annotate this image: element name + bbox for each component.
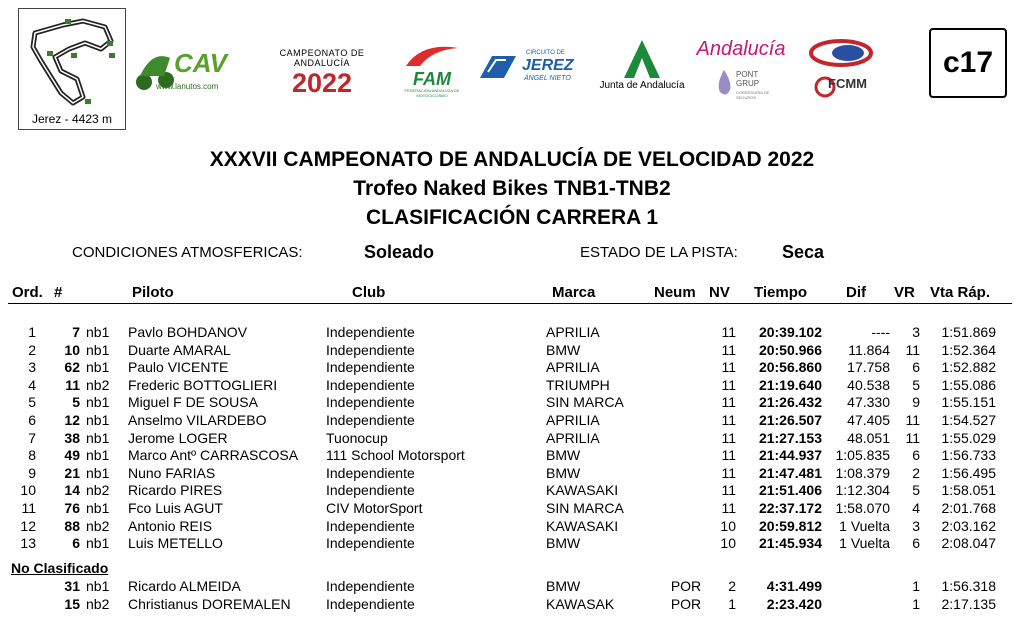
cell-vta: 1:54.527: [941, 412, 996, 428]
cell-ord: 3: [28, 359, 36, 376]
table-row: [0, 535, 1024, 552]
cell-vr: 11: [905, 412, 920, 428]
table-row: [0, 342, 1024, 359]
cell-dif: 47.405: [847, 412, 890, 428]
cell-cat: nb1: [86, 535, 110, 552]
cell-tiempo: 21:26.432: [758, 394, 822, 411]
cell-piloto: Luis METELLO: [128, 535, 223, 552]
cell-ord: 12: [20, 517, 36, 534]
cell-club: Independiente: [326, 464, 415, 481]
cell-dif: 40.538: [847, 376, 890, 393]
cell-cat: nb1: [86, 429, 110, 446]
cell-marca: SIN MARCA: [546, 500, 624, 516]
cell-vta: 1:58.051: [941, 482, 996, 499]
cell-club: Independiente: [326, 578, 415, 594]
cell-club: Independiente: [326, 517, 415, 534]
table-row: [0, 500, 1024, 517]
cell-vr: 2: [912, 464, 920, 481]
cell-piloto: Pavlo BOHDANOV: [128, 324, 248, 340]
cell-club: Independiente: [326, 535, 415, 552]
table-row: [0, 412, 1024, 429]
track-state-label: ESTADO DE LA PISTA:: [580, 244, 738, 261]
cell-club: Tuonocup: [326, 429, 388, 446]
cell-vr: 5: [912, 376, 920, 393]
jerez-circuit-logo: CIRCUITO DE JEREZ ÁNGEL NIETO: [478, 50, 590, 84]
weather-value: Soleado: [364, 242, 435, 262]
col-club: Club: [352, 284, 386, 301]
col-dif: Dif: [846, 284, 866, 301]
cell-vr: 6: [912, 359, 920, 376]
fam-logo: FAM FEDERACIÓN ANDALUZA DE MOTOCICLISMO: [398, 40, 466, 98]
cell-ord: 5: [28, 394, 36, 411]
classification-title: CLASIFICACIÓN CARRERA 1: [365, 206, 659, 229]
cell-num: 15: [64, 596, 80, 612]
cell-vta: 2:17.135: [941, 596, 996, 612]
cell-cat: nb1: [86, 341, 110, 358]
circuit-layout-icon: [25, 13, 119, 109]
cell-ord: 10: [20, 482, 36, 499]
col-vta: Vta Ráp.: [930, 284, 991, 301]
cell-dif: 1:08.379: [835, 464, 890, 481]
cell-cat: nb1: [86, 578, 110, 594]
red-badge-logo: [808, 38, 876, 68]
cell-vta: 1:51.869: [941, 324, 996, 340]
cell-tiempo: 21:26.507: [758, 412, 822, 428]
cell-ord: 9: [28, 464, 36, 481]
track-map: [18, 8, 126, 130]
cell-cat: nb1: [86, 324, 110, 340]
cell-nv: 2: [728, 578, 736, 594]
cell-cat: nb1: [86, 447, 110, 464]
cell-num: 10: [64, 341, 80, 358]
cell-cat: nb1: [86, 359, 110, 376]
cell-marca: BMW: [546, 341, 581, 358]
cell-vta: 1:55.086: [941, 376, 996, 393]
cell-tiempo: 20:56.860: [758, 359, 822, 376]
not-classified-label: No Clasificado: [11, 560, 109, 576]
cell-marca: TRIUMPH: [546, 376, 610, 393]
cell-marca: KAWASAKI: [546, 517, 619, 534]
cell-tiempo: 21:27.153: [758, 429, 822, 446]
cell-tiempo: 21:45.934: [758, 535, 822, 552]
table-row: [0, 359, 1024, 376]
table-row: [0, 482, 1024, 499]
cell-marca: KAWASAKI: [546, 482, 619, 499]
cell-vta: 1:52.882: [941, 359, 996, 376]
fam-swoosh-icon: [402, 40, 462, 70]
cell-marca: BMW: [546, 464, 581, 481]
cell-marca: APRILIA: [546, 359, 600, 376]
cell-marca: KAWASAK: [546, 596, 615, 612]
cell-vr: 11: [905, 429, 920, 446]
track-caption: Jerez - 4423 m: [31, 112, 113, 126]
cell-ord: 7: [28, 429, 36, 446]
cell-vr: 1: [912, 596, 920, 612]
cell-tiempo: 20:39.102: [758, 324, 822, 340]
cell-num: 12: [64, 412, 80, 428]
red-swirl-icon: [808, 38, 874, 68]
cell-ord: 13: [20, 535, 36, 552]
cell-tiempo: 20:59.812: [758, 517, 822, 534]
cell-dif: 17.758: [847, 359, 890, 376]
andalucia-logo: Andalucía: [696, 38, 786, 60]
cell-nv: 1: [728, 596, 736, 612]
cell-marca: BMW: [546, 447, 581, 464]
fcmm-logo: FCMM: [814, 72, 882, 102]
cell-vta: 1:52.364: [941, 341, 996, 358]
cell-club: Independiente: [326, 376, 415, 393]
cell-dif: 1 Vuelta: [839, 535, 890, 552]
cell-num: 5: [72, 394, 80, 411]
cell-club: Independiente: [326, 412, 415, 428]
cell-dif: 11.864: [848, 341, 890, 358]
cell-vta: 2:01.768: [941, 500, 996, 516]
table-row: [0, 430, 1024, 447]
cell-nv: 10: [720, 535, 736, 552]
cell-tiempo: 4:31.499: [766, 578, 822, 594]
cell-piloto: Ricardo ALMEIDA: [128, 578, 241, 594]
cell-num: 7: [72, 324, 80, 340]
cell-piloto: Ricardo PIRES: [128, 482, 223, 499]
document-code: c17: [929, 28, 1007, 98]
cell-ord: 4: [28, 376, 36, 393]
cell-num: 31: [64, 578, 80, 594]
col-piloto: Piloto: [132, 284, 174, 301]
cell-num: 11: [65, 376, 80, 393]
cell-num: 6: [72, 535, 80, 552]
cell-vta: 1:56.318: [941, 578, 996, 594]
cell-vr: 3: [912, 517, 920, 534]
cell-tiempo: 21:47.481: [758, 464, 822, 481]
cell-cat: nb2: [86, 517, 110, 534]
cell-ord: 11: [21, 500, 36, 516]
cell-tiempo: 21:44.937: [758, 447, 822, 464]
cell-cat: nb1: [86, 464, 110, 481]
col-num: #: [54, 284, 63, 301]
cell-club: Independiente: [326, 596, 415, 612]
cell-vta: 2:08.047: [941, 535, 996, 552]
cell-dif: 1:58.070: [835, 500, 890, 516]
championship-title: XXXVII CAMPEONATO DE ANDALUCÍA DE VELOCIDAD 2022: [209, 148, 815, 171]
col-tiempo: Tiempo: [754, 284, 808, 301]
cell-num: 49: [64, 447, 80, 464]
cell-vr: 9: [912, 394, 920, 411]
cell-club: CIV MotorSport: [326, 500, 423, 516]
cell-vta: 1:56.495: [941, 464, 996, 481]
table-row: [0, 465, 1024, 482]
cell-club: Independiente: [326, 324, 415, 340]
cell-ord: 1: [28, 324, 36, 340]
cell-vr: 5: [912, 482, 920, 499]
junta-logo: Junta de Andalucía: [594, 38, 690, 100]
cav-logo: CAV www.lanutos.com: [134, 44, 244, 96]
cell-tiempo: 20:50.966: [758, 341, 822, 358]
cell-tiempo: 21:51.406: [758, 482, 822, 499]
cell-piloto: Marco Antº CARRASCOSA: [128, 447, 299, 464]
cell-marca: APRILIA: [546, 429, 600, 446]
junta-arch-icon: [622, 38, 662, 80]
cell-nv: 11: [721, 500, 736, 516]
cell-club: Independiente: [326, 482, 415, 499]
cell-piloto: Duarte AMARAL: [128, 341, 231, 358]
cell-tiempo: 21:19.640: [758, 376, 822, 393]
cell-piloto: Jerome LOGER: [128, 429, 228, 446]
cell-vta: 2:03.162: [941, 517, 996, 534]
table-row: [0, 377, 1024, 394]
cell-ord: 6: [28, 412, 36, 428]
cell-num: 76: [64, 500, 80, 516]
cell-nv: 11: [721, 376, 736, 393]
cell-vta: 1:56.733: [941, 447, 996, 464]
table-row: [0, 324, 1024, 341]
cell-vr: 11: [905, 341, 920, 358]
cell-ord: 8: [28, 447, 36, 464]
cell-num: 38: [64, 429, 80, 446]
cell-nv: 11: [721, 394, 736, 411]
cell-marca: SIN MARCA: [546, 394, 624, 411]
jerez-flag-icon: [478, 52, 518, 82]
cell-num: 62: [64, 359, 80, 376]
cell-nv: 11: [721, 324, 736, 340]
cell-vr: 4: [912, 500, 920, 516]
cell-dif: 47.330: [847, 394, 890, 411]
cell-marca: APRILIA: [546, 412, 600, 428]
cell-cat: nb1: [86, 412, 110, 428]
table-row: [0, 596, 1024, 613]
cell-dif: 1 Vuelta: [839, 517, 890, 534]
cell-num: 21: [64, 464, 80, 481]
cell-club: Independiente: [326, 359, 415, 376]
cell-cat: nb2: [86, 482, 110, 499]
table-row: [0, 447, 1024, 464]
table-row: [0, 578, 1024, 595]
table-row: [0, 394, 1024, 411]
cell-nv: 11: [721, 412, 736, 428]
cell-cat: nb1: [86, 500, 110, 516]
cell-dif: 48.051: [847, 429, 890, 446]
cell-cat: nb2: [86, 596, 110, 612]
cell-dif: 1:12.304: [835, 482, 890, 499]
trophy-title: Trofeo Naked Bikes TNB1-TNB2: [353, 177, 671, 200]
track-state-value: Seca: [782, 242, 825, 262]
cell-club: Independiente: [326, 341, 415, 358]
cell-vta: 1:55.029: [941, 429, 996, 446]
col-vr: VR: [894, 284, 915, 301]
campeonato-logo: CAMPEONATO DE ANDALUCÍA 2022: [279, 48, 365, 98]
cell-piloto: Frederic BOTTOGLIERI: [128, 376, 278, 393]
cell-tiempo: 2:23.420: [766, 596, 822, 612]
pont-drop-icon: [714, 68, 734, 98]
cell-nv: 11: [721, 447, 736, 464]
pont-grup-logo: PONT GRUP CORREDURÍA DE SEGUROS: [714, 66, 778, 102]
cell-dif: 1:05.835: [835, 447, 890, 464]
cell-marca: BMW: [546, 578, 581, 594]
cell-piloto: Anselmo VILARDEBO: [128, 412, 267, 428]
cell-piloto: Fco Luis AGUT: [128, 500, 223, 516]
cell-vta: 1:55.151: [941, 394, 996, 411]
cell-num: 88: [64, 517, 80, 534]
cell-neum: POR: [670, 596, 702, 612]
cell-nv: 11: [721, 341, 736, 358]
cell-piloto: Christianus DOREMALEN: [128, 596, 291, 612]
cell-piloto: Paulo VICENTE: [128, 359, 229, 376]
cell-vr: 3: [912, 324, 920, 340]
col-neum: Neum: [654, 284, 696, 301]
col-nv: NV: [709, 284, 730, 301]
cell-piloto: Nuno FARIAS: [128, 464, 216, 481]
cell-club: 111 School Motorsport: [326, 447, 465, 464]
cell-piloto: Miguel F DE SOUSA: [128, 394, 258, 411]
cell-dif: ----: [871, 324, 890, 340]
weather-label: CONDICIONES ATMOSFERICAS:: [72, 244, 303, 261]
cell-num: 14: [64, 482, 80, 499]
cell-nv: 10: [720, 517, 736, 534]
cell-marca: BMW: [546, 535, 581, 552]
header-divider: [8, 303, 1012, 304]
col-ord: Ord.: [12, 284, 43, 301]
cell-nv: 11: [721, 429, 736, 446]
table-row: [0, 518, 1024, 535]
cell-marca: APRILIA: [546, 324, 600, 340]
cell-neum: POR: [670, 578, 702, 594]
cell-tiempo: 22:37.172: [758, 500, 822, 516]
cell-cat: nb1: [86, 394, 110, 411]
cell-vr: 6: [912, 447, 920, 464]
col-marca: Marca: [552, 284, 596, 301]
cell-vr: 6: [912, 535, 920, 552]
cell-cat: nb2: [86, 376, 110, 393]
cell-ord: 2: [28, 341, 36, 358]
cell-club: Independiente: [326, 394, 415, 411]
cell-nv: 11: [721, 482, 736, 499]
cell-nv: 11: [721, 359, 736, 376]
cell-piloto: Antonio REIS: [128, 517, 213, 534]
cell-vr: 1: [912, 578, 920, 594]
cell-nv: 11: [721, 464, 736, 481]
